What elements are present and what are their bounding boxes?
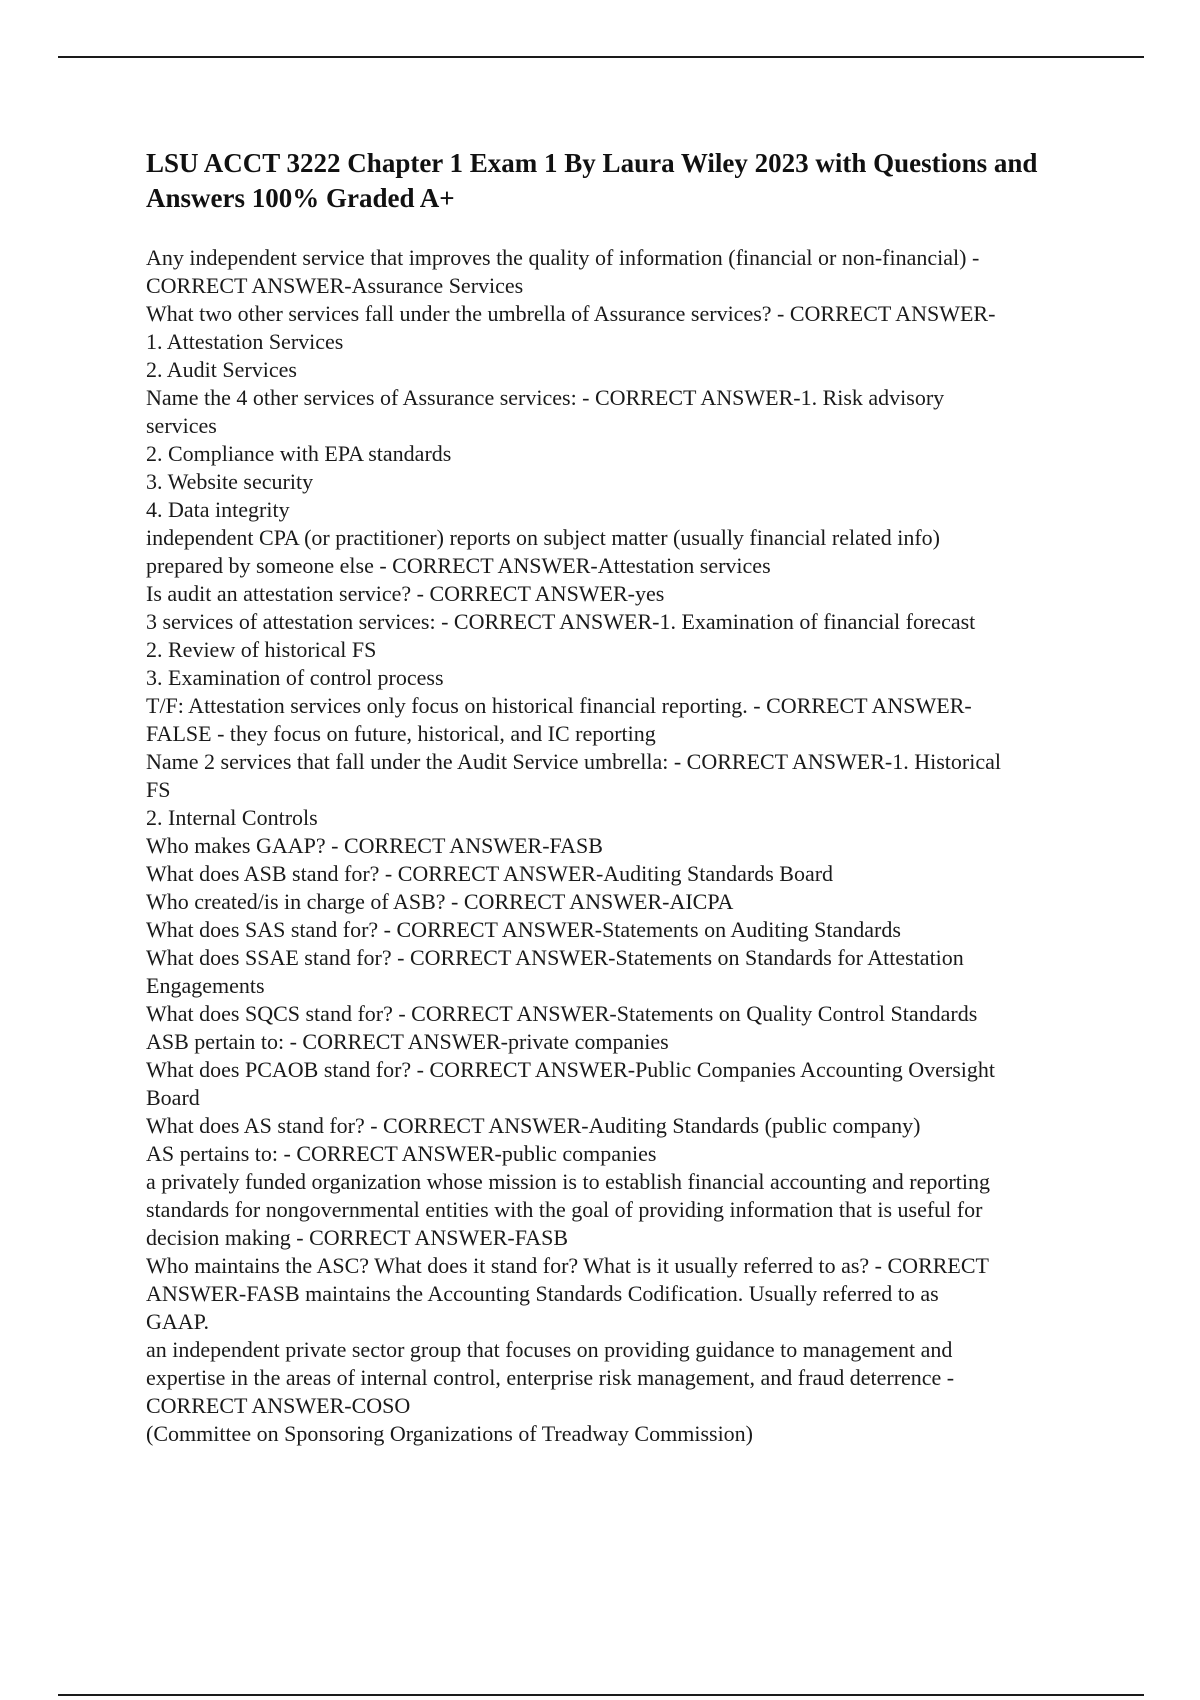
- text-line: Any independent service that improves the quality of information (financial or non-financial) -: [146, 245, 980, 270]
- text-line: 3. Website security: [146, 469, 314, 494]
- text-line: Who maintains the ASC? What does it stand for? What is it usually referred to as? - CORRECT: [146, 1253, 989, 1278]
- title-line: Answers 100% Graded A+: [146, 183, 455, 213]
- text-line: What does PCAOB stand for? - CORRECT ANSWER-Public Companies Accounting Oversight: [146, 1057, 995, 1082]
- text-line: 2. Internal Controls: [146, 805, 318, 830]
- text-line: ASB pertain to: - CORRECT ANSWER-private companies: [146, 1029, 669, 1054]
- text-line: 2. Review of historical FS: [146, 637, 377, 662]
- text-line: decision making - CORRECT ANSWER-FASB: [146, 1225, 569, 1250]
- text-line: 3. Examination of control process: [146, 665, 444, 690]
- bottom-divider: [58, 1694, 1144, 1696]
- text-line: Name the 4 other services of Assurance services: - CORRECT ANSWER-1. Risk advisory: [146, 385, 945, 410]
- text-line: a privately funded organization whose mission is to establish financial accounting and reporting: [146, 1169, 990, 1194]
- text-line: 4. Data integrity: [146, 497, 290, 522]
- text-line: 2. Compliance with EPA standards: [146, 441, 452, 466]
- text-line: What does SAS stand for? - CORRECT ANSWER-Statements on Auditing Standards: [146, 917, 901, 942]
- text-line: What does SSAE stand for? - CORRECT ANSWER-Statements on Standards for Attestation: [146, 945, 964, 970]
- text-line: 3 services of attestation services: - CORRECT ANSWER-1. Examination of financial forecast: [146, 609, 976, 634]
- text-line: an independent private sector group that focuses on providing guidance to management and: [146, 1337, 953, 1362]
- text-line: AS pertains to: - CORRECT ANSWER-public companies: [146, 1141, 657, 1166]
- text-line: ANSWER-FASB maintains the Accounting Standards Codification. Usually referred to as: [146, 1281, 939, 1306]
- text-line: Is audit an attestation service? - CORRECT ANSWER-yes: [146, 581, 665, 606]
- text-line: services: [146, 413, 217, 438]
- text-line: expertise in the areas of internal control, enterprise risk management, and fraud deterrence -: [146, 1365, 955, 1390]
- text-line: CORRECT ANSWER-Assurance Services: [146, 273, 524, 298]
- text-line: CORRECT ANSWER-COSO: [146, 1393, 411, 1418]
- text-line: 2. Audit Services: [146, 357, 297, 382]
- text-line: prepared by someone else - CORRECT ANSWER-Attestation services: [146, 553, 771, 578]
- text-line: GAAP.: [146, 1309, 209, 1334]
- text-line: Who makes GAAP? - CORRECT ANSWER-FASB: [146, 833, 603, 858]
- text-line: Board: [146, 1085, 200, 1110]
- text-line: standards for nongovernmental entities with the goal of providing information that is useful for: [146, 1197, 983, 1222]
- text-line: What does ASB stand for? - CORRECT ANSWER-Auditing Standards Board: [146, 861, 834, 886]
- top-divider: [58, 56, 1144, 58]
- document-page: [146, 146, 1096, 1448]
- title-line: LSU ACCT 3222 Chapter 1 Exam 1 By Laura Wiley 2023 with Questions and: [146, 148, 1038, 178]
- text-line: (Committee on Sponsoring Organizations of Treadway Commission): [146, 1421, 754, 1446]
- document-title: [146, 146, 1096, 216]
- text-line: 1. Attestation Services: [146, 329, 344, 354]
- text-line: Name 2 services that fall under the Audit Service umbrella: - CORRECT ANSWER-1. Historical: [146, 749, 1001, 774]
- text-line: What does AS stand for? - CORRECT ANSWER-Auditing Standards (public company): [146, 1113, 921, 1138]
- text-line: T/F: Attestation services only focus on historical financial reporting. - CORRECT ANSWER-: [146, 693, 972, 718]
- qa-body: [146, 244, 1096, 1448]
- text-line: independent CPA (or practitioner) reports on subject matter (usually financial related info): [146, 525, 940, 550]
- text-line: What does SQCS stand for? - CORRECT ANSWER-Statements on Quality Control Standards: [146, 1001, 978, 1026]
- text-line: Who created/is in charge of ASB? - CORRECT ANSWER-AICPA: [146, 889, 734, 914]
- text-line: FS: [146, 777, 171, 802]
- text-line: Engagements: [146, 973, 265, 998]
- text-line: What two other services fall under the umbrella of Assurance services? - CORRECT ANSWER-: [146, 301, 996, 326]
- text-line: FALSE - they focus on future, historical, and IC reporting: [146, 721, 656, 746]
